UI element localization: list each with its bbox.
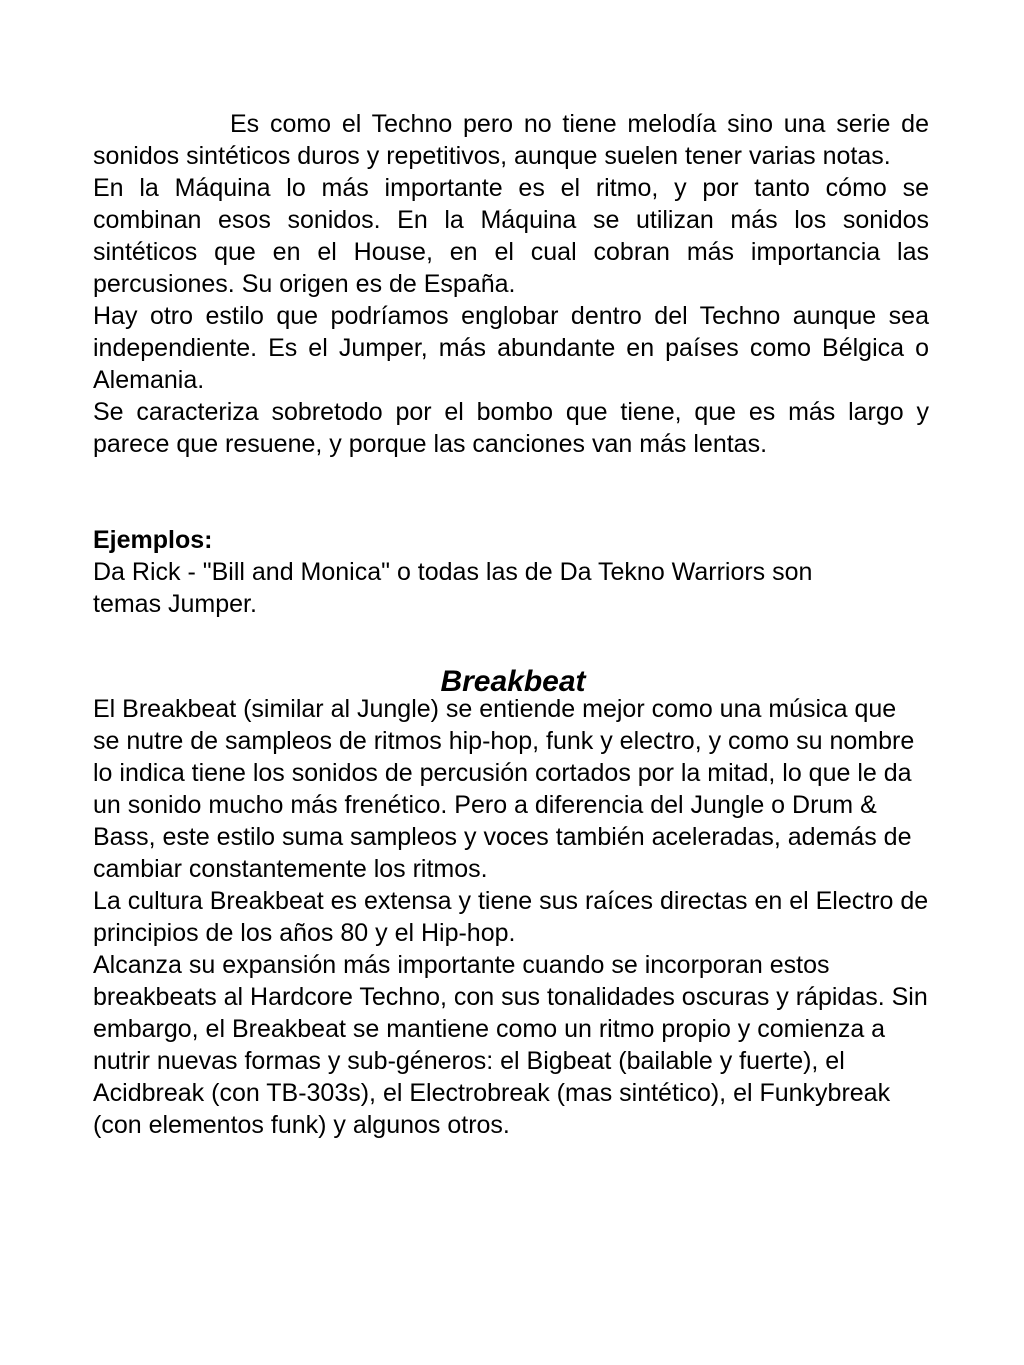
section-spacer (93, 460, 929, 524)
examples-text: Da Rick - "Bill and Monica" o todas las de Da Tekno Warriors son temas Jumper. (93, 558, 813, 618)
breakbeat-paragraph: Alcanza su expansión más importante cuando se incorporan estos breakbeats al Hardcore Techno, con sus tonalidades oscuras y rápidas. Sin embargo, el Breakbeat se mantiene como un ritmo propio y comienza a nutrir nuevas formas y sub-géneros: el Bigbeat (bailable y fuerte), el Acidbreak (con TB-303s), el Electrobreak (mas sintético), el Funkybreak (con elementos funk) y algunos otros. (93, 951, 928, 1139)
intro-section (93, 108, 929, 460)
document-page (93, 108, 929, 1141)
examples-section (93, 524, 929, 620)
breakbeat-paragraph: La cultura Breakbeat es extensa y tiene sus raíces directas en el Electro de principios de los años 80 y el Hip-hop. (93, 887, 929, 947)
intro-paragraph: Se caracteriza sobretodo por el bombo que tiene, que es más largo y parece que resuene, y porque las canciones van más lentas. (93, 398, 929, 458)
breakbeat-title: Breakbeat (440, 665, 586, 698)
breakbeat-paragraph: El Breakbeat (similar al Jungle) se entiende mejor como una música que se nutre de sampleos de ritmos hip-hop, funk y electro, y como su nombre lo indica tiene los sonidos de percusión cortados por la mitad, lo que le da un sonido mucho más frenético. Pero a diferencia del Jungle o Drum & Bass, este estilo suma sampleos y voces también aceleradas, además de cambiar constantemente los ritmos. (93, 695, 915, 883)
intro-paragraph: Hay otro estilo que podríamos englobar dentro del Techno aunque sea independiente. Es el Jumper, más abundante en países como Bélgica o Alemania. (93, 302, 929, 394)
examples-heading: Ejemplos: (93, 526, 213, 554)
intro-paragraph: En la Máquina lo más importante es el ritmo, y por tanto cómo se combinan esos sonidos. En la Máquina se utilizan más los sonidos sintéticos que en el House, en el cual cobran más importancia las percusiones. Su origen es de España. (93, 174, 929, 298)
intro-paragraph: Es como el Techno pero no tiene melodía sino una serie de sonidos sintéticos duros y repetitivos, aunque suelen tener varias notas. (93, 110, 929, 170)
breakbeat-section (93, 693, 929, 1141)
